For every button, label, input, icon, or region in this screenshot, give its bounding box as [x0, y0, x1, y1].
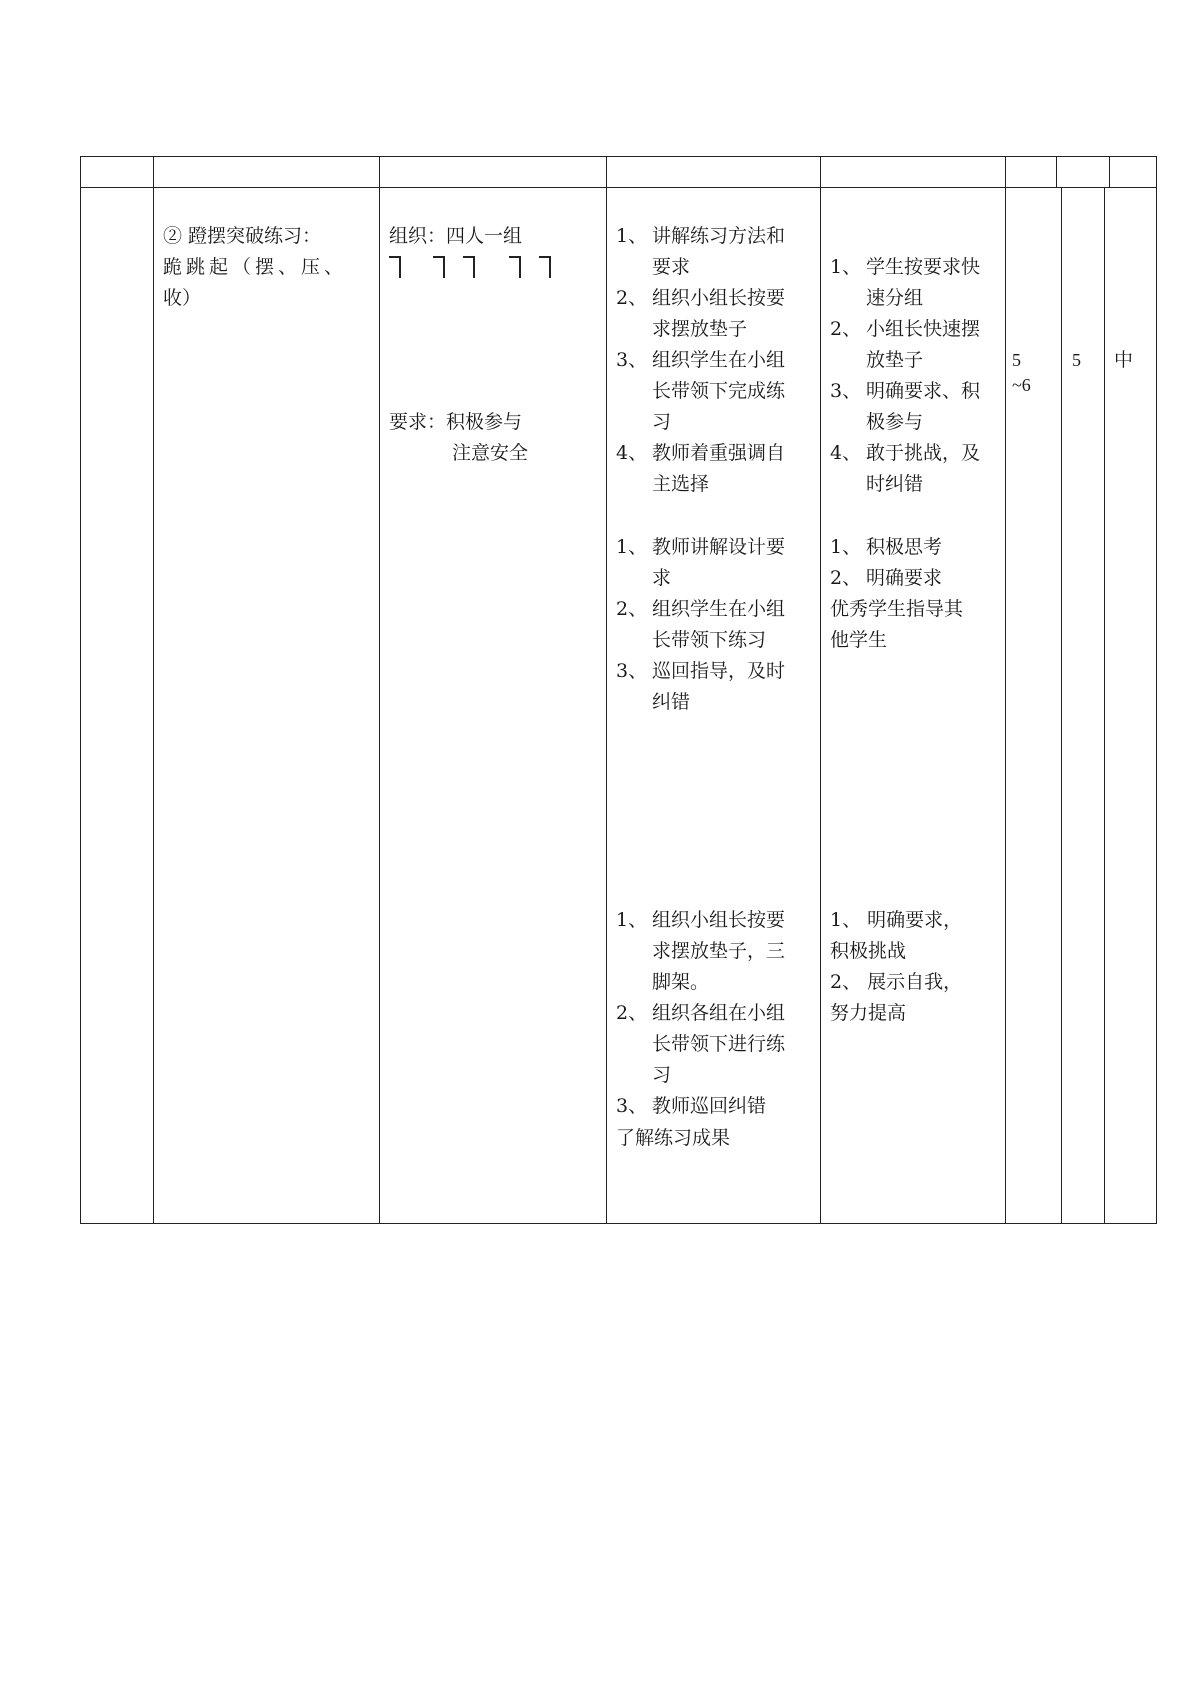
mat-icon: [509, 256, 521, 278]
student-activities-3: [830, 905, 1002, 1029]
list-item-line: [616, 532, 816, 563]
list-item-text: 巡回指导，及时: [652, 660, 786, 682]
list-item-text: 求: [652, 567, 672, 589]
list-item-line: [830, 376, 1002, 407]
student-activities-1: [830, 252, 1002, 500]
teacher-activities-1: [616, 221, 816, 500]
list-item-text: 长带领下进行练: [652, 1033, 786, 1055]
list-item-line: [616, 1091, 816, 1122]
list-item-text: 长带领下完成练: [652, 380, 786, 402]
col-border-3: [606, 156, 607, 1224]
list-item-line: [616, 438, 816, 469]
student-tail-line-1: 优秀学生指导其: [830, 598, 964, 620]
list-item-text: 习: [652, 1064, 672, 1086]
list-item-text: 积极思考: [866, 536, 943, 558]
student-activities-2: [830, 532, 1002, 594]
time-value-2: ~6: [1012, 375, 1031, 395]
list-item-text: 速分组: [866, 287, 924, 309]
list-item-line: [616, 905, 816, 936]
col-border-5: [1005, 156, 1006, 1224]
list-item-number: 2、: [830, 318, 862, 340]
list-item-line: [616, 656, 816, 687]
list-item-line: [830, 532, 1002, 563]
student-line: 1、 明确要求，: [830, 909, 963, 931]
time-value-1: 5: [1012, 350, 1021, 370]
student-tail-line-2: 他学生: [830, 629, 888, 651]
list-item-text: 教师着重强调自: [652, 442, 786, 464]
list-item-line: [830, 407, 1002, 438]
list-item-line: [616, 1029, 816, 1060]
organization-title: 组织：四人一组: [389, 225, 523, 247]
list-item-number: 1、: [616, 909, 648, 931]
list-item-number: 1、: [830, 256, 862, 278]
intensity-value: 中: [1114, 349, 1134, 371]
teacher-activities-2: [616, 532, 816, 718]
list-item-text: 组织学生在小组: [652, 598, 786, 620]
organization-requirements: [389, 407, 599, 469]
content-label: ② 蹬摆突破练习：: [163, 225, 322, 247]
list-item-number: 1、: [616, 536, 648, 558]
list-item-number: 3、: [830, 380, 862, 402]
list-item-text: 放垫子: [866, 349, 924, 371]
mat-icon: [539, 256, 551, 278]
list-item-line: [616, 252, 816, 283]
list-item-text: 教师讲解设计要: [652, 536, 786, 558]
list-item-line: [616, 625, 816, 656]
table-bottom-border: [80, 1223, 1156, 1224]
list-item-text: 教师巡回纠错: [652, 1095, 767, 1117]
list-item-line: [616, 221, 816, 252]
list-item-text: 明确要求、积: [866, 380, 981, 402]
intensity-cell: [1114, 345, 1133, 376]
list-item-number: 1、: [830, 536, 862, 558]
col-border-2: [379, 156, 380, 1224]
mat-formation: [389, 252, 599, 287]
list-item-line: [830, 314, 1002, 345]
list-item-text: 要求: [652, 256, 691, 278]
list-item-line: [616, 283, 816, 314]
list-item-line: [616, 563, 816, 594]
col-border-8: [1156, 156, 1157, 1224]
list-item-text: 极参与: [866, 411, 924, 433]
list-item-text: 小组长快速摆: [866, 318, 981, 340]
mat-icon: [433, 256, 445, 278]
list-item-line: [616, 594, 816, 625]
list-item-line: [616, 687, 816, 718]
mat-icon: [389, 256, 401, 278]
list-item-text: 敢于挑战，及: [866, 442, 981, 464]
col-border-4: [820, 156, 821, 1224]
content-label-3: 收）: [163, 287, 202, 309]
list-item-number: 3、: [616, 349, 648, 371]
count-cell: [1072, 345, 1081, 376]
list-item-text: 组织小组长按要: [652, 287, 786, 309]
col-border-1: [153, 156, 154, 1224]
col-border-0: [80, 156, 81, 1224]
list-item-text: 主选择: [652, 473, 710, 495]
list-item-number: 3、: [616, 1095, 648, 1117]
list-item-line: [830, 283, 1002, 314]
list-item-line: [616, 345, 816, 376]
list-item-text: 纠错: [652, 691, 691, 713]
list-item-line: [616, 407, 816, 438]
header-row-divider: [80, 187, 1156, 188]
list-item-line: [616, 936, 816, 967]
list-item-text: 明确要求: [866, 567, 943, 589]
table-top-border: [80, 156, 1156, 157]
teacher-activities-3-tail: [616, 1123, 816, 1154]
list-item-line: [616, 314, 816, 345]
list-item-text: 组织学生在小组: [652, 349, 786, 371]
student-line: 2、 展示自我，: [830, 971, 963, 993]
list-item-number: 2、: [616, 287, 648, 309]
content-label-2: 跪跳起（摆、压、: [163, 256, 348, 278]
list-item-number: 4、: [616, 442, 648, 464]
requirement-label: 要求：积极参与: [389, 411, 523, 433]
list-item-text: 习: [652, 411, 672, 433]
requirement-line-2: 注意安全: [452, 442, 529, 464]
student-line: 积极挑战: [830, 940, 907, 962]
list-item-number: 3、: [616, 660, 648, 682]
list-item-line: [830, 345, 1002, 376]
col-border-6-header: [1056, 156, 1057, 187]
count-value: 5: [1072, 350, 1081, 370]
list-item-text: 学生按要求快: [866, 256, 981, 278]
col-border-7-body: [1104, 187, 1105, 1224]
mat-icon: [463, 256, 475, 278]
list-item-line: [830, 438, 1002, 469]
list-item-text: 求摆放垫子，三: [652, 940, 786, 962]
list-item-line: [616, 967, 816, 998]
list-item-line: [830, 469, 1002, 500]
list-item-text: 组织小组长按要: [652, 909, 786, 931]
list-item-line: [830, 252, 1002, 283]
list-item-line: [616, 469, 816, 500]
time-cell: [1012, 345, 1031, 401]
list-item-line: [616, 376, 816, 407]
col-border-7-header: [1109, 156, 1110, 187]
student-line: 努力提高: [830, 1002, 907, 1024]
content-cell: [163, 221, 373, 314]
list-item-text: 求摆放垫子: [652, 318, 748, 340]
organization-cell: [389, 221, 599, 287]
list-item-number: 1、: [616, 225, 648, 247]
list-item-text: 脚架。: [652, 971, 710, 993]
list-item-number: 4、: [830, 442, 862, 464]
list-item-text: 讲解练习方法和: [652, 225, 786, 247]
list-item-text: 时纠错: [866, 473, 924, 495]
list-item-text: 组织各组在小组: [652, 1002, 786, 1024]
teacher-activities-3: [616, 905, 816, 1122]
list-item-number: 2、: [616, 598, 648, 620]
list-item-line: [616, 998, 816, 1029]
list-item-number: 2、: [616, 1002, 648, 1024]
col-border-6-body: [1061, 187, 1062, 1224]
list-item-number: 2、: [830, 567, 862, 589]
list-item-text: 长带领下练习: [652, 629, 767, 651]
teacher-tail-line: 了解练习成果: [616, 1127, 731, 1149]
list-item-line: [616, 1060, 816, 1091]
student-activities-2-tail: [830, 594, 1002, 656]
list-item-line: [830, 563, 1002, 594]
